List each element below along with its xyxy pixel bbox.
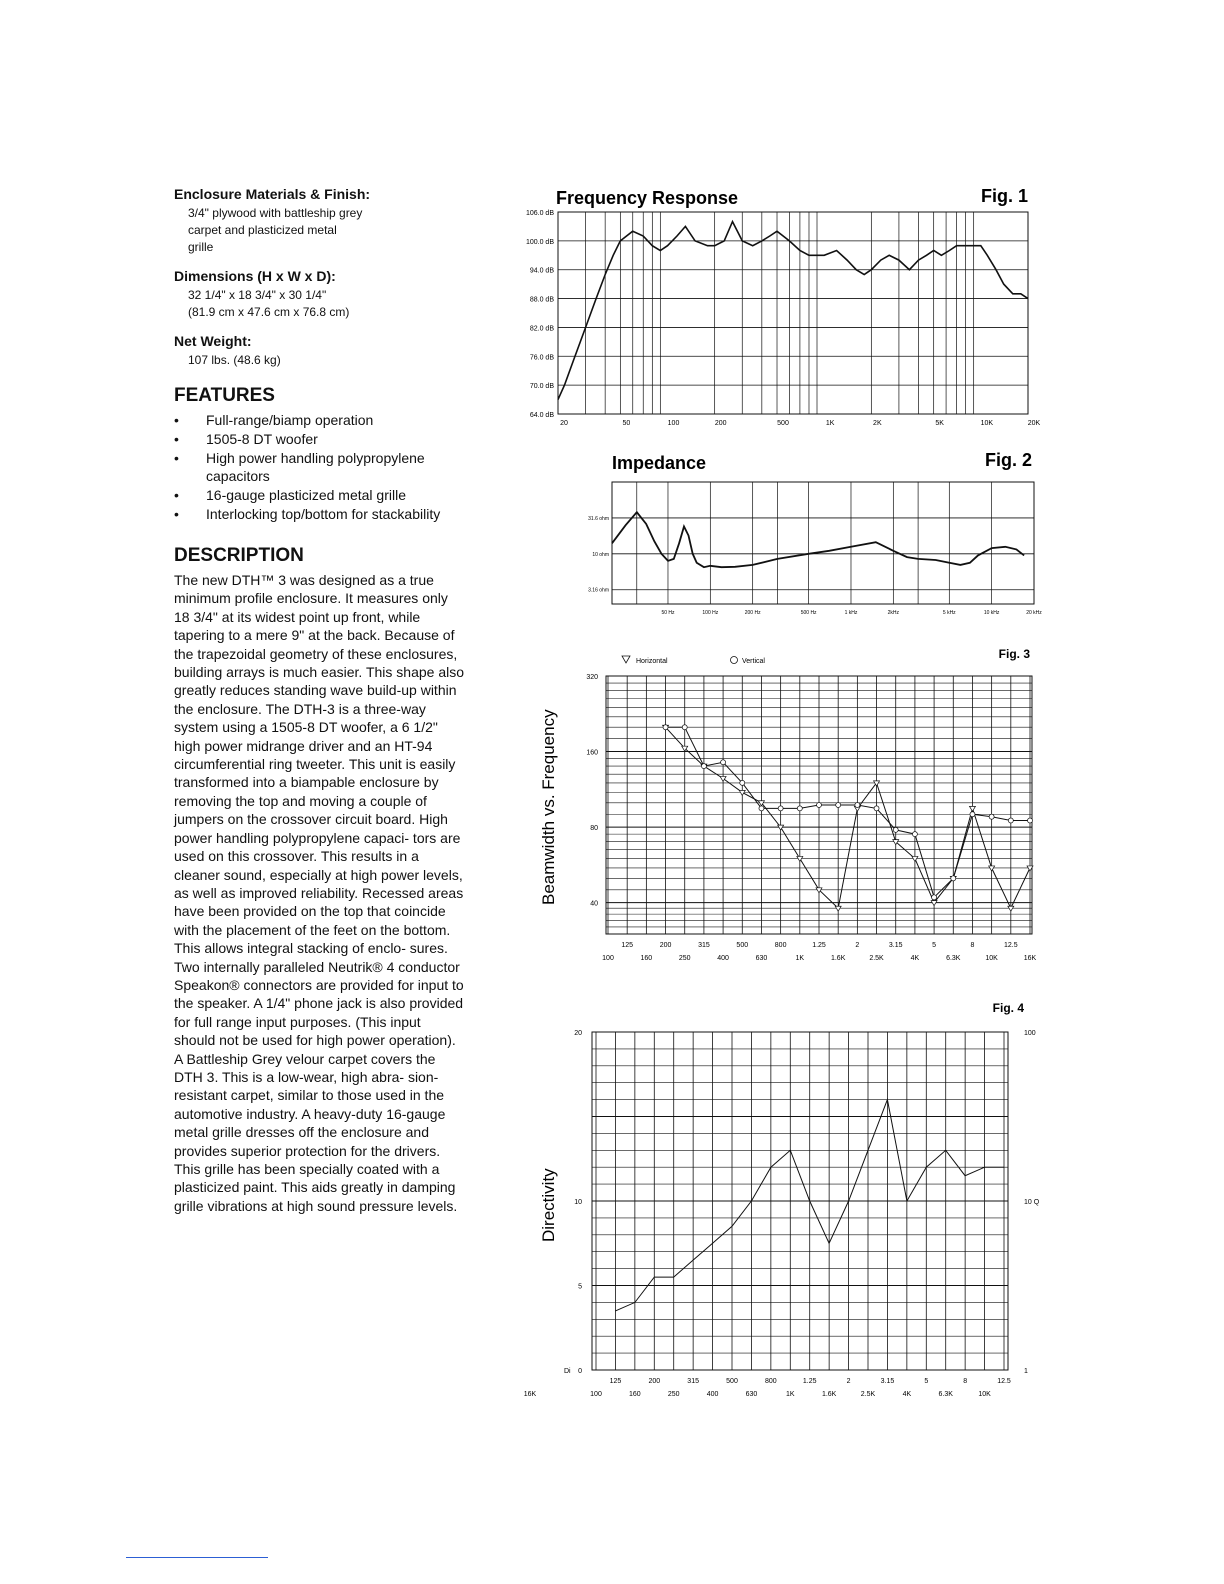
y-tick-label: 320	[586, 674, 598, 681]
y-tick-label-right: 1	[1024, 1368, 1028, 1375]
spec-column	[174, 186, 474, 1215]
point-horizontal	[969, 806, 975, 811]
y-tick-label: 31.6 ohm	[588, 515, 609, 522]
y-axis-title: Beamwidth vs. Frequency	[539, 709, 558, 905]
impedance-chart	[560, 446, 1040, 621]
x-tick-label: 20	[560, 420, 568, 427]
x-tick-label: 50 Hz	[661, 610, 675, 616]
axis-labels	[524, 1030, 1040, 1398]
y-tick-label: 94.0 dB	[529, 267, 554, 275]
y-tick-label: 82.0 dB	[529, 325, 554, 333]
x-tick-label: 1 kHz	[844, 610, 858, 616]
features-heading: FEATURES	[174, 385, 275, 406]
di-label: Di	[564, 1368, 571, 1375]
list-item: • High power handling polypropylene capacitors	[174, 449, 474, 485]
series-line	[612, 512, 1024, 567]
axis-labels	[586, 674, 1036, 962]
axis-labels	[588, 516, 1042, 616]
list-item: • Full-range/biamp operation	[174, 411, 474, 429]
point-horizontal	[1008, 906, 1014, 911]
x-tick-label: 10 kHz	[983, 610, 1000, 616]
x-tick-label-bottom: 2.5K	[869, 955, 884, 962]
x-tick-label-top: 800	[774, 942, 787, 949]
x-tick-label-top: 12.5	[997, 1378, 1011, 1385]
dimensions-heading: Dimensions (H x W x D):	[174, 268, 336, 284]
x-tick-label: 200	[714, 420, 727, 427]
point-vertical	[874, 806, 879, 811]
y-tick-label: 3.16 ohm	[588, 587, 609, 594]
description-text: The new DTH™ 3 was designed as a true minimum profile enclosure. It measures only 18 3/4" at its widest point up front, while tapering to a mere 9" at the back. Because of the trapezoidal geometry of these enclosures, building arrays is much easier. This shape also greatly reduces standing wave build-up within the enclosure. The DTH-3 is a three-way system using a 1505-8 DT woofer, a 6 1/2" high power midrange driver and an HT-94 circumferential ring tweeter. This unit is easily transformed into a biampable enclosure by removing the top and moving a couple of jumpers on the crossover circuit board. High power handling polypropylene capaci- tors are used on this crossover. This results in a cleaner sound, especially at high power levels, as well as improved reliability. Recessed areas have been provided on the top that coincide with the placement of the feet on the bottom. This allows integral stacking of enclo- sures. Two internally paralleled Neutrik® 4 conductor Speakon® connectors are provided for input to the speaker. A 1/4" phone jack is also provided for full range input purposes. (This input should not be used for high power operation). A Battleship Grey velour carpet covers the DTH 3. This is a low-wear, high abra- sion- resistant carpet, similar to those used in the automotive industry. A heavy-duty 16-gauge metal grille dresses off the enclosure and provides superior protection for the drivers. This grille has been specially coated with a plasticized paint. This aids greatly in damping grille vibrations at high sound pressure levels.	[174, 572, 465, 1214]
legend	[622, 656, 765, 665]
y-tick-label: 70.0 dB	[529, 383, 554, 391]
x-tick-label-top: 8	[963, 1378, 968, 1385]
point-horizontal	[835, 906, 841, 911]
weight-heading: Net Weight:	[174, 333, 252, 349]
frequency-response-chart	[500, 182, 1040, 432]
point-vertical	[970, 812, 975, 817]
y-tick-label: 100.0 dB	[525, 238, 554, 246]
point-vertical	[778, 806, 783, 811]
y-tick-label: 40	[590, 900, 598, 908]
x-tick-label-bottom: 630	[755, 955, 768, 962]
frequency-response-figure	[500, 182, 1040, 437]
x-tick-label: 200 Hz	[744, 610, 761, 616]
x-tick-label-top: 3.15	[880, 1378, 895, 1385]
point-vertical	[989, 814, 994, 819]
chart-series	[663, 725, 1033, 912]
x-tick-label-bottom: 6.3K	[946, 955, 961, 962]
series-line-horizontal	[666, 727, 1031, 908]
point-horizontal	[720, 776, 726, 781]
x-tick-label-top: 1.25	[812, 942, 826, 949]
x-tick-label-top: 500	[736, 942, 749, 949]
fig-label: Fig. 4	[992, 1001, 1024, 1015]
list-item: • 1505-8 DT woofer	[174, 430, 474, 448]
point-vertical	[663, 725, 668, 730]
features-list	[174, 411, 474, 523]
series-line	[558, 222, 1028, 400]
x-tick-label-top: 12.5	[1004, 942, 1018, 949]
y-tick-label: 0	[578, 1368, 582, 1375]
chart-grid	[558, 212, 1028, 414]
axis-labels	[526, 210, 1041, 427]
y-tick-label: 106.0 dB	[525, 210, 554, 217]
x-tick-label-bottom: 630	[745, 1391, 758, 1398]
enclosure-value: 3/4" plywood with battleship grey carpet and plasticized metal grille	[188, 206, 363, 254]
y-tick-label: 64.0 dB	[529, 412, 554, 419]
x-tick-label-bottom: 1K	[795, 955, 805, 962]
x-tick-label-top: 200	[659, 942, 672, 949]
x-tick-label: 500	[777, 420, 789, 427]
description-heading: DESCRIPTION	[174, 545, 304, 566]
y-tick-label: 76.0 dB	[529, 354, 554, 362]
x-tick-label-bottom: 1.6K	[830, 955, 846, 962]
x-tick-label-bottom: 100	[590, 1391, 602, 1398]
point-vertical	[1028, 818, 1033, 823]
x-tick-label: 2kHz	[887, 610, 900, 616]
point-vertical	[740, 780, 745, 785]
x-tick-label-bottom: 16K	[1023, 955, 1037, 962]
chart-grid	[612, 482, 1034, 604]
beamwidth-figure	[530, 640, 1040, 975]
y-tick-label-right: 100	[1024, 1030, 1036, 1037]
x-tick-label-bottom: 250	[678, 955, 691, 962]
x-tick-label-bottom: 100	[602, 955, 614, 962]
x-tick-label-top: 200	[648, 1378, 661, 1385]
x-tick-label: 10K	[980, 420, 994, 427]
point-vertical	[721, 760, 726, 765]
weight-value: 107 lbs. (48.6 kg)	[188, 353, 281, 367]
x-tick-label: 100 Hz	[702, 610, 719, 616]
chart-title: Impedance	[612, 453, 707, 473]
triangle-icon	[622, 656, 630, 663]
point-vertical	[893, 827, 898, 832]
x-tick-label: 20K	[1027, 420, 1041, 427]
y-tick-label: 5	[578, 1283, 582, 1291]
y-axis-title: Directivity	[539, 1168, 558, 1242]
x-tick-label: 20 kHz	[1026, 610, 1042, 616]
enclosure-heading: Enclosure Materials & Finish:	[174, 186, 371, 202]
y-tick-label: 80	[590, 825, 598, 833]
point-vertical	[701, 764, 706, 769]
list-item: • Interlocking top/bottom for stackability	[174, 505, 474, 523]
list-item: • 16-gauge plasticized metal grille	[174, 486, 474, 504]
dimensions-value: 32 1/4" x 18 3/4" x 30 1/4" (81.9 cm x 47.6 cm x 76.8 cm)	[188, 288, 350, 319]
x-tick-label-top: 5	[932, 942, 937, 949]
x-tick-label-top: 2	[846, 1378, 851, 1385]
footer-rule	[126, 1557, 268, 1558]
x-tick-label-top: 500	[726, 1378, 738, 1385]
point-vertical	[912, 832, 917, 837]
y-tick-label: 160	[586, 749, 598, 757]
y-tick-label: 88.0 dB	[529, 296, 554, 304]
x-tick-label-top: 125	[621, 942, 634, 949]
plot-frame	[612, 482, 1034, 604]
impedance-figure	[560, 446, 1040, 626]
x-tick-label-top: 3.15	[888, 942, 903, 949]
x-tick-label: 2K	[873, 420, 882, 427]
x-tick-label-bottom: 160	[640, 955, 653, 962]
point-vertical	[797, 806, 802, 811]
legend-vertical: Vertical	[742, 658, 765, 665]
fig-label: Fig. 3	[998, 647, 1030, 661]
x-tick-label-top: 315	[687, 1378, 699, 1385]
x-tick-label: 5K	[935, 420, 944, 427]
point-vertical	[817, 802, 822, 807]
point-horizontal	[739, 790, 745, 795]
legend-horizontal: Horizontal	[636, 658, 668, 665]
point-horizontal	[989, 866, 995, 871]
x-tick-label-bottom: 2.5K	[860, 1391, 876, 1398]
x-tick-label: 1K	[825, 420, 835, 427]
x-tick-label-bottom: 400	[706, 1391, 719, 1398]
x-tick-label-bottom: 4K	[910, 955, 920, 962]
x-tick-label-top: 1.25	[802, 1378, 817, 1385]
x-tick-label: 5 kHz	[942, 610, 956, 616]
x-tick-label-bottom: 400	[717, 955, 729, 962]
x-tick-label-top: 5	[924, 1378, 929, 1385]
x-tick-label-bottom: 16K	[523, 1391, 537, 1398]
chart-title: Frequency Response	[556, 188, 739, 208]
point-horizontal	[912, 856, 918, 861]
x-tick-label-bottom: 1.6K	[821, 1391, 837, 1398]
point-vertical	[836, 802, 841, 807]
x-tick-label-bottom: 4K	[902, 1391, 912, 1398]
point-horizontal	[797, 856, 803, 861]
x-tick-label-top: 8	[970, 942, 975, 949]
chart-grid	[592, 1032, 1008, 1370]
point-vertical	[855, 802, 860, 807]
x-tick-label: 100	[667, 420, 680, 427]
x-tick-label-bottom: 160	[629, 1391, 641, 1398]
y-tick-label: 10	[574, 1199, 582, 1206]
x-tick-label-bottom: 1K	[786, 1391, 795, 1398]
point-vertical	[951, 876, 956, 881]
x-tick-label-top: 2	[855, 942, 860, 949]
x-tick-label-top: 315	[698, 942, 710, 949]
x-tick-label-top: 125	[609, 1378, 622, 1385]
y-tick-label: 20	[574, 1030, 582, 1037]
x-tick-label-top: 800	[765, 1378, 777, 1385]
directivity-figure	[523, 996, 1050, 1411]
fig-label: Fig. 2	[984, 450, 1032, 470]
point-vertical	[932, 895, 937, 900]
point-vertical	[759, 806, 764, 811]
x-tick-label-bottom: 10K	[978, 1391, 991, 1398]
plot-frame	[558, 212, 1028, 414]
beamwidth-chart	[530, 640, 1040, 970]
fig-label: Fig. 1	[980, 186, 1028, 206]
y-tick-label: 10 ohm	[592, 551, 609, 558]
x-tick-label-bottom: 10K	[985, 955, 998, 962]
point-vertical	[1008, 818, 1013, 823]
x-tick-label-bottom: 250	[667, 1391, 680, 1398]
y-tick-label-right: 10 Q	[1024, 1199, 1040, 1206]
x-tick-label: 500 Hz	[800, 610, 817, 616]
circle-icon	[731, 657, 738, 664]
x-tick-label-bottom: 6.3K	[938, 1391, 953, 1398]
directivity-chart	[523, 996, 1050, 1406]
x-tick-label: 50	[622, 420, 631, 427]
series-line-vertical	[666, 727, 1031, 897]
point-vertical	[682, 725, 687, 730]
